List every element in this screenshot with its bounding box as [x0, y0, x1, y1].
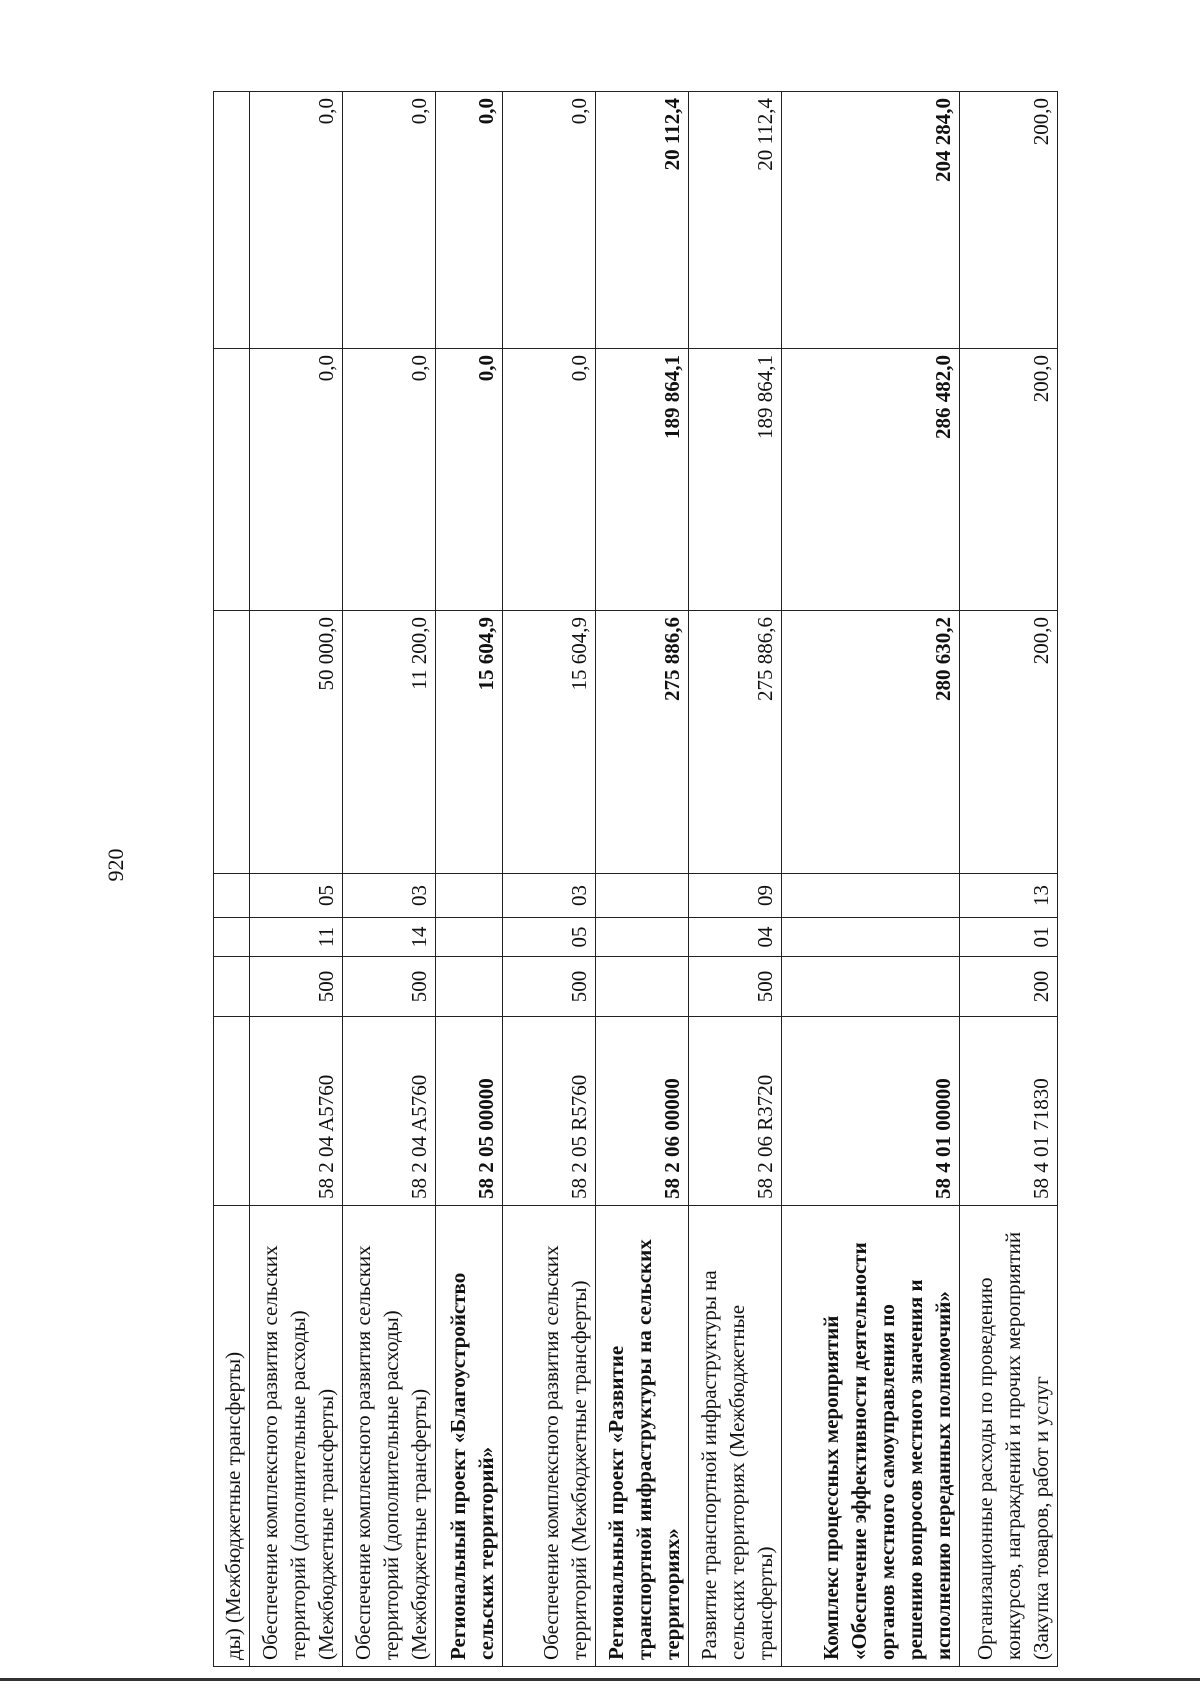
- row-value-2: 200,0: [960, 349, 1058, 611]
- row-value-2: 0,0: [436, 349, 503, 611]
- row-pr: 03: [343, 874, 436, 918]
- row-value-3: 0,0: [503, 92, 596, 349]
- row-code: 58 2 05 R5760: [503, 1017, 596, 1206]
- row-name: Развитие транспортной инфраструктуры на сельских территориях (Межбюджетные трансферты): [689, 1206, 782, 1667]
- row-vr: [782, 957, 960, 1017]
- row-value-3: 200,0: [960, 92, 1058, 349]
- row-value-3: 0,0: [250, 92, 343, 349]
- row-value-2: 189 864,1: [596, 349, 689, 611]
- table-row: [689, 92, 782, 1667]
- row-vr: 500: [503, 957, 596, 1017]
- row-pr: [214, 874, 250, 918]
- row-name: Региональный проект «Развитие транспортной инфраструктуры на сельских территориях»: [596, 1206, 689, 1667]
- row-vr: 500: [343, 957, 436, 1017]
- row-code: 58 4 01 00000: [782, 1017, 960, 1206]
- row-pr: [596, 874, 689, 918]
- row-vr: [436, 957, 503, 1017]
- table-row: [343, 92, 436, 1667]
- row-name: ды) (Межбюджетные трансферты): [214, 1206, 250, 1667]
- row-value-3: 204 284,0: [782, 92, 960, 349]
- row-vr: 200: [960, 957, 1058, 1017]
- scan-bottom-rule: [0, 1678, 1200, 1681]
- row-code: 58 4 01 71830: [960, 1017, 1058, 1206]
- row-pr: [436, 874, 503, 918]
- table-row: [782, 92, 960, 1667]
- row-name: Региональный проект «Благоустройство сельских территорий»: [436, 1206, 503, 1667]
- row-vr: 500: [250, 957, 343, 1017]
- table-body: [214, 92, 1058, 1667]
- row-value-2: [214, 349, 250, 611]
- row-rz: 05: [503, 918, 596, 957]
- row-rz: [596, 918, 689, 957]
- row-vr: 500: [689, 957, 782, 1017]
- table-row: [960, 92, 1058, 1667]
- row-value-1: 50 000,0: [250, 611, 343, 874]
- row-code: 58 2 06 R3720: [689, 1017, 782, 1206]
- row-name: Обеспечение комплексного развития сельских территорий (Межбюджетные трансферты): [503, 1206, 596, 1667]
- budget-table: [213, 91, 1058, 1667]
- row-value-1: 275 886,6: [689, 611, 782, 874]
- row-pr: [782, 874, 960, 918]
- row-name: Комплекс процессных мероприятий «Обеспечение эффективности деятельности органов местного самоуправления по решению вопросов местного значения и исполнению переданных полномочий»: [782, 1206, 960, 1667]
- row-name: Обеспечение комплексного развития сельских территорий (дополнительные расходы) (Межбюджетные трансферты): [250, 1206, 343, 1667]
- row-rz: 11: [250, 918, 343, 957]
- row-value-1: 15 604,9: [436, 611, 503, 874]
- row-value-1: 11 200,0: [343, 611, 436, 874]
- page-number: 920: [103, 848, 128, 882]
- table-row: [250, 92, 343, 1667]
- row-code: 58 2 06 00000: [596, 1017, 689, 1206]
- row-rz: [782, 918, 960, 957]
- row-code: 58 2 04 A5760: [250, 1017, 343, 1206]
- row-rz: 04: [689, 918, 782, 957]
- row-value-1: 15 604,9: [503, 611, 596, 874]
- row-rz: [436, 918, 503, 957]
- rotated-table-wrapper: [213, 92, 1200, 1667]
- row-code: [214, 1017, 250, 1206]
- row-value-1: 275 886,6: [596, 611, 689, 874]
- row-value-1: [214, 611, 250, 874]
- row-value-1: 200,0: [960, 611, 1058, 874]
- row-vr: [596, 957, 689, 1017]
- row-value-3: 20 112,4: [689, 92, 782, 349]
- row-pr: 09: [689, 874, 782, 918]
- row-value-2: 0,0: [503, 349, 596, 611]
- row-value-3: 20 112,4: [596, 92, 689, 349]
- row-value-2: 0,0: [343, 349, 436, 611]
- row-code: 58 2 05 00000: [436, 1017, 503, 1206]
- row-rz: 01: [960, 918, 1058, 957]
- row-pr: 05: [250, 874, 343, 918]
- row-code: 58 2 04 A5760: [343, 1017, 436, 1206]
- row-pr: 13: [960, 874, 1058, 918]
- table-row: [596, 92, 689, 1667]
- row-pr: 03: [503, 874, 596, 918]
- table-row: [214, 92, 250, 1667]
- row-value-1: 280 630,2: [782, 611, 960, 874]
- row-value-2: 286 482,0: [782, 349, 960, 611]
- table-row: [503, 92, 596, 1667]
- row-rz: 14: [343, 918, 436, 957]
- row-value-3: [214, 92, 250, 349]
- row-name: Обеспечение комплексного развития сельских территорий (дополнительные расходы) (Межбюджетные трансферты): [343, 1206, 436, 1667]
- row-value-2: 0,0: [250, 349, 343, 611]
- row-name: Организационные расходы по проведению конкурсов, награждений и прочих мероприятий (Закупка товаров, работ и услуг: [960, 1206, 1058, 1667]
- row-value-2: 189 864,1: [689, 349, 782, 611]
- row-rz: [214, 918, 250, 957]
- row-vr: [214, 957, 250, 1017]
- row-value-3: 0,0: [436, 92, 503, 349]
- row-value-3: 0,0: [343, 92, 436, 349]
- table-row: [436, 92, 503, 1667]
